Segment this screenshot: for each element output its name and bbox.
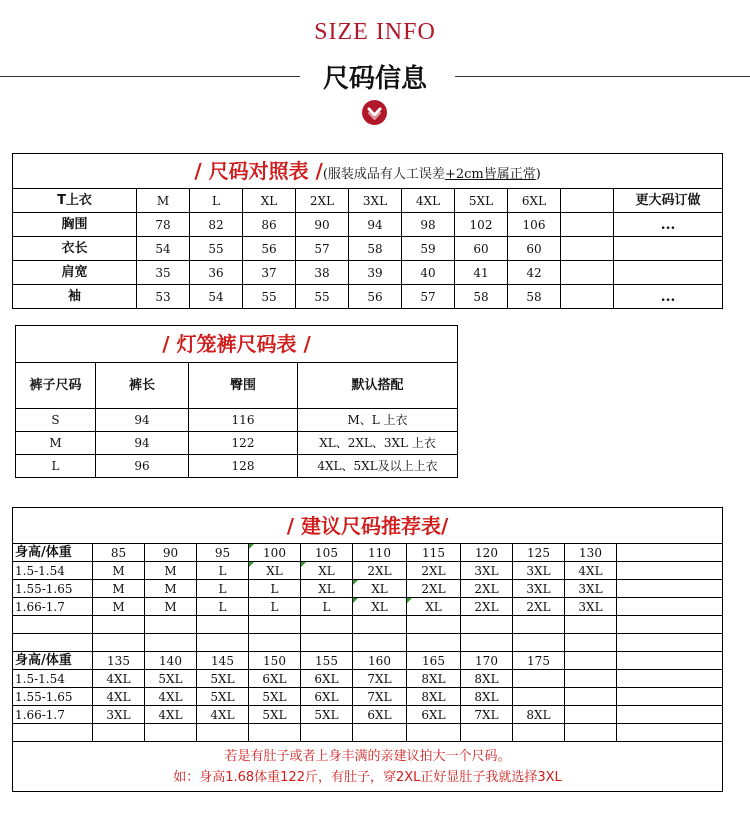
cell <box>407 598 461 616</box>
cell: 56 <box>243 237 296 261</box>
cell: 54 <box>137 237 190 261</box>
cell: 3XL <box>513 562 565 580</box>
cell: 4XL <box>145 706 197 724</box>
cell: 7XL <box>353 688 407 706</box>
cell: 3XL <box>565 598 617 616</box>
cell: 57 <box>296 237 349 261</box>
weight-header <box>617 652 723 670</box>
cell: 35 <box>137 261 190 285</box>
table1-title-text: / 尺码对照表 / <box>194 159 323 183</box>
height-label: 1.66-1.7 <box>13 706 93 724</box>
size-header: L <box>190 189 243 213</box>
size-info-heading: SIZE INFO <box>314 19 436 45</box>
cell: 5XL <box>145 670 197 688</box>
cell <box>565 706 617 724</box>
cell <box>513 688 565 706</box>
height-label: 1.5-1.54 <box>13 562 93 580</box>
table1-note-underlined: +2cm皆属正常 <box>444 167 536 182</box>
cell: L <box>301 598 353 616</box>
cell: 2XL <box>353 562 407 580</box>
comment-marker <box>353 580 358 585</box>
cell: 6XL <box>301 688 353 706</box>
height-weight-label: 身高/体重 <box>13 544 93 562</box>
column-header: 默认搭配 <box>298 363 458 409</box>
weight-header: 170 <box>461 652 513 670</box>
height-label: 1.66-1.7 <box>13 598 93 616</box>
cell: 55 <box>243 285 296 309</box>
weight-header: 130 <box>565 544 617 562</box>
size-header: 5XL <box>455 189 508 213</box>
height-weight-label: 身高/体重 <box>13 652 93 670</box>
row-label: 胸围 <box>13 213 137 237</box>
cell <box>561 213 614 237</box>
cell: 58 <box>455 285 508 309</box>
cell: 94 <box>96 409 189 432</box>
weight-header: 105 <box>301 544 353 562</box>
cell <box>617 688 723 706</box>
cell: 128 <box>189 455 298 478</box>
cell: 60 <box>508 237 561 261</box>
cell <box>561 237 614 261</box>
cell: 55 <box>190 237 243 261</box>
chevron-down-icon <box>362 100 387 125</box>
cell: 5XL <box>301 706 353 724</box>
table-row <box>13 213 723 237</box>
cell: 4XL、5XL及以上上衣 <box>298 455 458 478</box>
size-header: M <box>137 189 190 213</box>
table-row <box>13 544 723 562</box>
cell: 102 <box>455 213 508 237</box>
cell: M <box>145 598 197 616</box>
cell: 6XL <box>353 706 407 724</box>
cell: 96 <box>96 455 189 478</box>
table-row <box>13 652 723 670</box>
table-row <box>13 670 723 688</box>
cell: 6XL <box>407 706 461 724</box>
cell: 94 <box>349 213 402 237</box>
cell-value: XL <box>425 599 442 614</box>
weight-header: 90 <box>145 544 197 562</box>
row-label: 袖 <box>13 285 137 309</box>
cell <box>617 562 723 580</box>
cell <box>513 670 565 688</box>
cell <box>249 562 301 580</box>
cell: 7XL <box>353 670 407 688</box>
table-row <box>16 409 458 432</box>
cell <box>561 285 614 309</box>
cell: 5XL <box>197 670 249 688</box>
height-label: 1.55-1.65 <box>13 580 93 598</box>
cell: L <box>249 598 301 616</box>
cell: 82 <box>190 213 243 237</box>
table-row <box>13 688 723 706</box>
cell: 5XL <box>249 688 301 706</box>
custom-size-header: 更大码订做 <box>614 189 723 213</box>
cell <box>617 580 723 598</box>
weight-header: 95 <box>197 544 249 562</box>
cell: 106 <box>508 213 561 237</box>
page-title: 尺码信息 <box>322 64 427 94</box>
cell: L <box>197 598 249 616</box>
cell <box>565 670 617 688</box>
table-row <box>13 237 723 261</box>
cell: 54 <box>190 285 243 309</box>
weight-header: 160 <box>353 652 407 670</box>
column-header: 裤子尺码 <box>16 363 96 409</box>
cell: 94 <box>96 432 189 455</box>
cell: 40 <box>402 261 455 285</box>
cell: 42 <box>508 261 561 285</box>
ellipsis-cell <box>614 237 723 261</box>
cell: 8XL <box>407 688 461 706</box>
cell: 8XL <box>461 688 513 706</box>
cell: 2XL <box>461 580 513 598</box>
recommendation-title: / 建议尺码推荐表/ <box>13 508 723 544</box>
size-header: XL <box>243 189 296 213</box>
cell-value: XL <box>371 581 388 596</box>
table-row <box>13 706 723 724</box>
column-header: 裤长 <box>96 363 189 409</box>
table-row <box>13 562 723 580</box>
cell <box>301 562 353 580</box>
cell: 4XL <box>93 670 145 688</box>
table1-note <box>323 167 541 182</box>
table-row <box>13 189 723 213</box>
comment-marker <box>407 598 412 603</box>
ellipsis-cell <box>614 261 723 285</box>
ellipsis-cell: ... <box>614 285 723 309</box>
cell: L <box>16 455 96 478</box>
comment-marker <box>301 562 306 567</box>
cell: 8XL <box>461 670 513 688</box>
cell: 5XL <box>197 688 249 706</box>
size-header: 4XL <box>402 189 455 213</box>
cell: M <box>93 580 145 598</box>
cell: M <box>93 598 145 616</box>
cell: L <box>249 580 301 598</box>
cell: 6XL <box>301 670 353 688</box>
weight-header: 125 <box>513 544 565 562</box>
cell: M、L 上衣 <box>298 409 458 432</box>
cell: 38 <box>296 261 349 285</box>
recommendation-note <box>13 742 723 792</box>
cell: 53 <box>137 285 190 309</box>
weight-header <box>249 544 301 562</box>
table-row <box>13 261 723 285</box>
cell: 116 <box>189 409 298 432</box>
weight-value: 100 <box>263 545 286 560</box>
cell: M <box>145 580 197 598</box>
cell <box>565 688 617 706</box>
cell: 59 <box>402 237 455 261</box>
cell: 2XL <box>513 598 565 616</box>
cell: 3XL <box>461 562 513 580</box>
cell: 4XL <box>145 688 197 706</box>
cell-value: XL <box>318 563 335 578</box>
cell: 6XL <box>249 670 301 688</box>
note-line-1: 若是有肚子或者上身丰满的亲建议拍大一个尺码。 <box>224 748 511 764</box>
size-header: 3XL <box>349 189 402 213</box>
weight-header: 165 <box>407 652 461 670</box>
cell: 5XL <box>249 706 301 724</box>
cell: 90 <box>296 213 349 237</box>
weight-header <box>565 652 617 670</box>
cell: 78 <box>137 213 190 237</box>
table-row <box>13 580 723 598</box>
cell: 2XL <box>407 562 461 580</box>
size-comparison-title <box>13 154 723 189</box>
cell: 4XL <box>565 562 617 580</box>
weight-header: 145 <box>197 652 249 670</box>
empty-row <box>13 634 723 652</box>
height-label: 1.55-1.65 <box>13 688 93 706</box>
table-row <box>16 455 458 478</box>
cell: 37 <box>243 261 296 285</box>
cell: 58 <box>508 285 561 309</box>
weight-header: 85 <box>93 544 145 562</box>
cell <box>561 261 614 285</box>
cell: 2XL <box>407 580 461 598</box>
cell: XL、2XL、3XL 上衣 <box>298 432 458 455</box>
empty-row <box>13 616 723 634</box>
ellipsis-cell: ... <box>614 213 723 237</box>
cell: M <box>93 562 145 580</box>
column-header: 臀围 <box>189 363 298 409</box>
cell: M <box>145 562 197 580</box>
harem-pants-size-table <box>15 325 458 478</box>
cell: XL <box>301 580 353 598</box>
cell: 8XL <box>407 670 461 688</box>
weight-header: 120 <box>461 544 513 562</box>
cell: 4XL <box>93 688 145 706</box>
cell: 56 <box>349 285 402 309</box>
table-row <box>13 285 723 309</box>
cell: 3XL <box>565 580 617 598</box>
cell-value: XL <box>371 599 388 614</box>
size-comparison-table <box>12 153 723 309</box>
cell: S <box>16 409 96 432</box>
weight-header: 110 <box>353 544 407 562</box>
cell: 39 <box>349 261 402 285</box>
weight-header <box>617 544 723 562</box>
cell: 55 <box>296 285 349 309</box>
table1-header-label: T上衣 <box>13 189 137 213</box>
height-label: 1.5-1.54 <box>13 670 93 688</box>
row-label: 肩宽 <box>13 261 137 285</box>
cell: 3XL <box>513 580 565 598</box>
weight-header: 155 <box>301 652 353 670</box>
weight-header: 150 <box>249 652 301 670</box>
pants-table-title: / 灯笼裤尺码表 / <box>16 326 458 363</box>
cell: 122 <box>189 432 298 455</box>
table1-note-end: ) <box>535 167 541 182</box>
table1-note-text: (服装成品有人工误差 <box>322 167 445 182</box>
cell <box>617 670 723 688</box>
weight-header: 135 <box>93 652 145 670</box>
table-row <box>16 432 458 455</box>
weight-header: 140 <box>145 652 197 670</box>
cell: 4XL <box>197 706 249 724</box>
table-row <box>13 598 723 616</box>
cell-value: XL <box>266 563 283 578</box>
comment-marker <box>353 598 358 603</box>
cell: L <box>197 580 249 598</box>
empty-row <box>13 724 723 742</box>
cell: 60 <box>455 237 508 261</box>
size-recommendation-table <box>12 507 723 792</box>
size-header: 2XL <box>296 189 349 213</box>
cell <box>353 580 407 598</box>
size-header <box>561 189 614 213</box>
cell: 3XL <box>93 706 145 724</box>
cell: L <box>197 562 249 580</box>
cell <box>617 706 723 724</box>
cell: 2XL <box>461 598 513 616</box>
cell: 7XL <box>461 706 513 724</box>
cell: 8XL <box>513 706 565 724</box>
note-line-2: 如：身高1.68体重122斤，有肚子，穿2XL正好显肚子我就选择3XL <box>173 769 562 785</box>
cell <box>353 598 407 616</box>
cell: 58 <box>349 237 402 261</box>
weight-header: 115 <box>407 544 461 562</box>
row-label: 衣长 <box>13 237 137 261</box>
cell: 98 <box>402 213 455 237</box>
cell <box>617 598 723 616</box>
cell: 86 <box>243 213 296 237</box>
weight-header: 175 <box>513 652 565 670</box>
cell: 57 <box>402 285 455 309</box>
cell: 41 <box>455 261 508 285</box>
comment-marker <box>249 562 254 567</box>
table-row <box>16 363 458 409</box>
size-header: 6XL <box>508 189 561 213</box>
comment-marker <box>249 544 254 549</box>
cell: 36 <box>190 261 243 285</box>
cell: M <box>16 432 96 455</box>
